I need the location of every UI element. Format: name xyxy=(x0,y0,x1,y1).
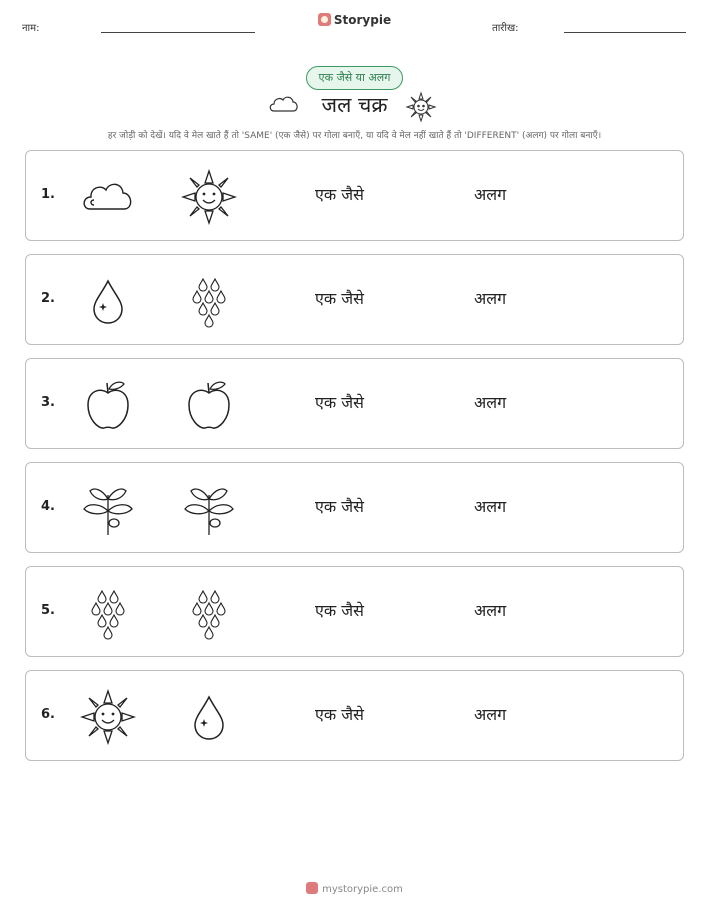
option-same[interactable]: एक जैसे xyxy=(315,289,364,308)
name-label: नाम: xyxy=(22,23,40,34)
apple-icon xyxy=(181,377,237,433)
date-line[interactable] xyxy=(564,32,686,33)
storypie-logo-icon xyxy=(318,13,331,26)
cloud-icon xyxy=(80,169,136,225)
option-different[interactable]: अलग xyxy=(474,705,507,724)
option-same[interactable]: एक जैसे xyxy=(315,393,364,412)
pair-row-6 xyxy=(25,670,684,761)
worksheet-type-tag: एक जैसे या अलग xyxy=(306,66,403,90)
apple-icon xyxy=(80,377,136,433)
brand-name: Storypie xyxy=(333,13,392,27)
row-number: 4. xyxy=(41,499,55,514)
row-number: 3. xyxy=(41,395,55,410)
row-number: 5. xyxy=(41,603,55,618)
sun-icon xyxy=(181,169,237,225)
page-title: जल चक्र xyxy=(321,93,388,117)
footer-url[interactable]: mystorypie.com xyxy=(322,884,403,895)
date-label: तारीख: xyxy=(492,23,519,34)
rain-drops-icon xyxy=(181,585,237,641)
pair-row-4 xyxy=(25,462,684,553)
pair-row-3 xyxy=(25,358,684,449)
plant-sprout-icon xyxy=(80,481,136,537)
option-different[interactable]: अलग xyxy=(474,601,507,620)
option-different[interactable]: अलग xyxy=(474,185,507,204)
option-different[interactable]: अलग xyxy=(474,289,507,308)
pair-row-1 xyxy=(25,150,684,241)
name-line[interactable] xyxy=(101,32,255,33)
option-same[interactable]: एक जैसे xyxy=(315,185,364,204)
sun-icon xyxy=(80,689,136,745)
brand xyxy=(0,13,709,27)
option-same[interactable]: एक जैसे xyxy=(315,601,364,620)
plant-sprout-icon xyxy=(181,481,237,537)
row-number: 1. xyxy=(41,187,55,202)
pair-row-5 xyxy=(25,566,684,657)
droplet-icon xyxy=(80,273,136,329)
droplet-icon xyxy=(181,689,237,745)
option-different[interactable]: अलग xyxy=(474,497,507,516)
option-different[interactable]: अलग xyxy=(474,393,507,412)
row-number: 6. xyxy=(41,707,55,722)
row-number: 2. xyxy=(41,291,55,306)
pair-row-2 xyxy=(25,254,684,345)
rain-drops-icon xyxy=(80,585,136,641)
sun-icon xyxy=(405,91,437,123)
footer xyxy=(0,882,709,895)
option-same[interactable]: एक जैसे xyxy=(315,497,364,516)
instructions: हर जोड़ी को देखें। यदि वे मेल खाते हैं तो 'SAME' (एक जैसे) पर गोला बनाएँ, या यदि वे मेल नहीं खाते हैं तो 'DIFFERENT' (अलग) पर गोला बनाएँ। xyxy=(107,131,602,141)
option-same[interactable]: एक जैसे xyxy=(315,705,364,724)
rain-drops-icon xyxy=(181,273,237,329)
storypie-logo-icon xyxy=(306,882,318,894)
